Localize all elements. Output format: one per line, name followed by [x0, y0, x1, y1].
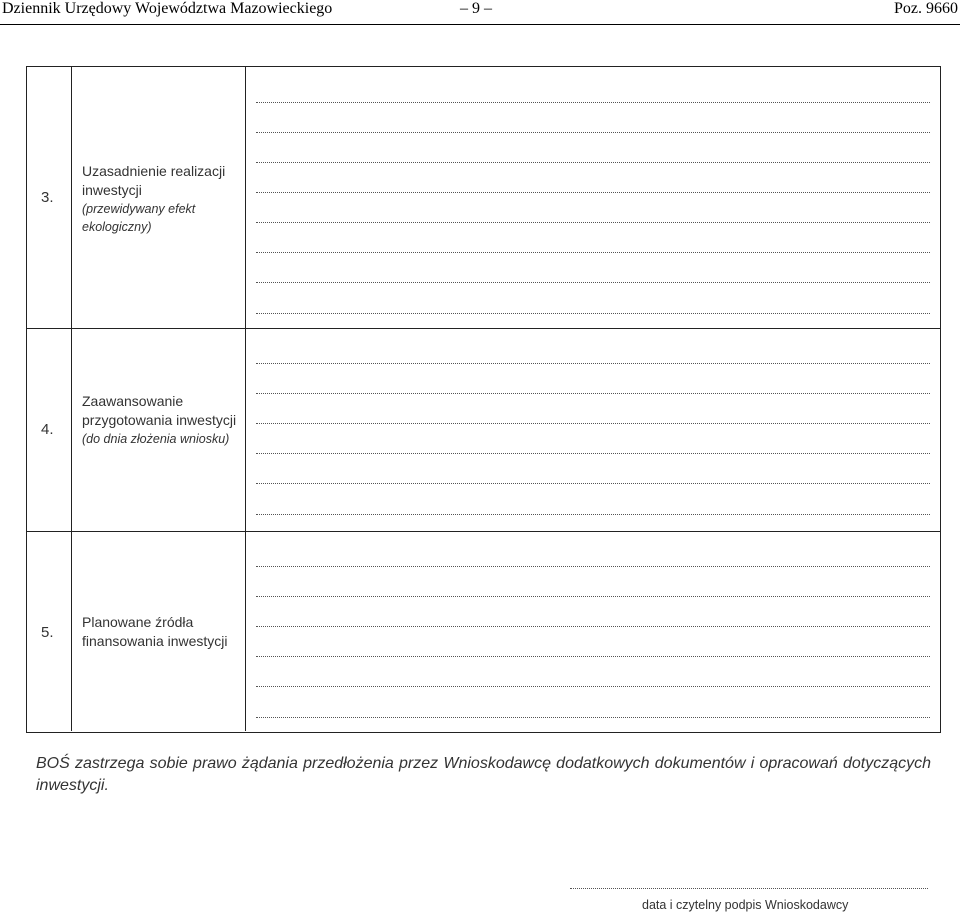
row-label-cell: [72, 532, 246, 731]
row-number: 4.: [41, 421, 54, 438]
position-number: Poz. 9660: [894, 0, 958, 17]
dotted-answer-line: [256, 282, 930, 283]
dotted-answer-line: [256, 102, 930, 103]
dotted-answer-line: [256, 596, 930, 597]
row-number: 5.: [41, 624, 54, 641]
dotted-answer-line: [256, 514, 930, 515]
form-row-justification: [27, 67, 940, 328]
application-form-table: [26, 66, 941, 733]
dotted-answer-line: [256, 222, 930, 223]
justification-answer-field[interactable]: [256, 67, 930, 328]
dotted-answer-line: [256, 686, 930, 687]
journal-title: Dziennik Urzędowy Województwa Mazowieckiego: [2, 0, 333, 17]
dotted-answer-line: [256, 363, 930, 364]
row-sublabel: (przewidywany efekt ekologiczny): [82, 202, 196, 234]
dotted-answer-line: [256, 162, 930, 163]
dotted-answer-line: [256, 132, 930, 133]
page-number: – 9 –: [460, 0, 492, 17]
signature-label: data i czytelny podpis Wnioskodawcy: [642, 898, 849, 912]
row-label: [82, 613, 239, 651]
row-sublabel: (do dnia złożenia wniosku): [82, 432, 230, 446]
dotted-answer-line: [256, 656, 930, 657]
reservation-note: BOŚ zastrzega sobie prawo żądania przedłożenia przez Wnioskodawcę dodatkowych dokumentów i opracowań dotyczących inwestycji.: [36, 755, 931, 794]
signature-line[interactable]: [570, 888, 928, 889]
dotted-answer-line: [256, 393, 930, 394]
dotted-answer-line: [256, 566, 930, 567]
dotted-answer-line: [256, 483, 930, 484]
dotted-answer-line: [256, 423, 930, 424]
row-number: 3.: [41, 189, 54, 206]
row-number-cell: [27, 329, 72, 531]
dotted-answer-line: [256, 252, 930, 253]
row-label: [82, 162, 239, 236]
row-label-text: Uzasadnienie realizacji inwestycji: [82, 163, 226, 198]
row-number-cell: [27, 67, 72, 328]
page-header: [0, 0, 960, 25]
row-label-cell: [72, 329, 246, 531]
financing-answer-field[interactable]: [256, 532, 930, 731]
row-label: [82, 392, 239, 448]
row-label-text: Zaawansowanie przygotowania inwestycji: [82, 393, 237, 428]
row-label-text: Planowane źródła finansowania inwestycji: [82, 614, 228, 649]
dotted-answer-line: [256, 453, 930, 454]
dotted-answer-line: [256, 626, 930, 627]
row-number-cell: [27, 532, 72, 731]
form-row-financing: [27, 531, 940, 731]
form-row-preparation: [27, 328, 940, 531]
dotted-answer-line: [256, 192, 930, 193]
preparation-answer-field[interactable]: [256, 329, 930, 531]
dotted-answer-line: [256, 313, 930, 314]
row-label-cell: [72, 67, 246, 328]
dotted-answer-line: [256, 717, 930, 718]
